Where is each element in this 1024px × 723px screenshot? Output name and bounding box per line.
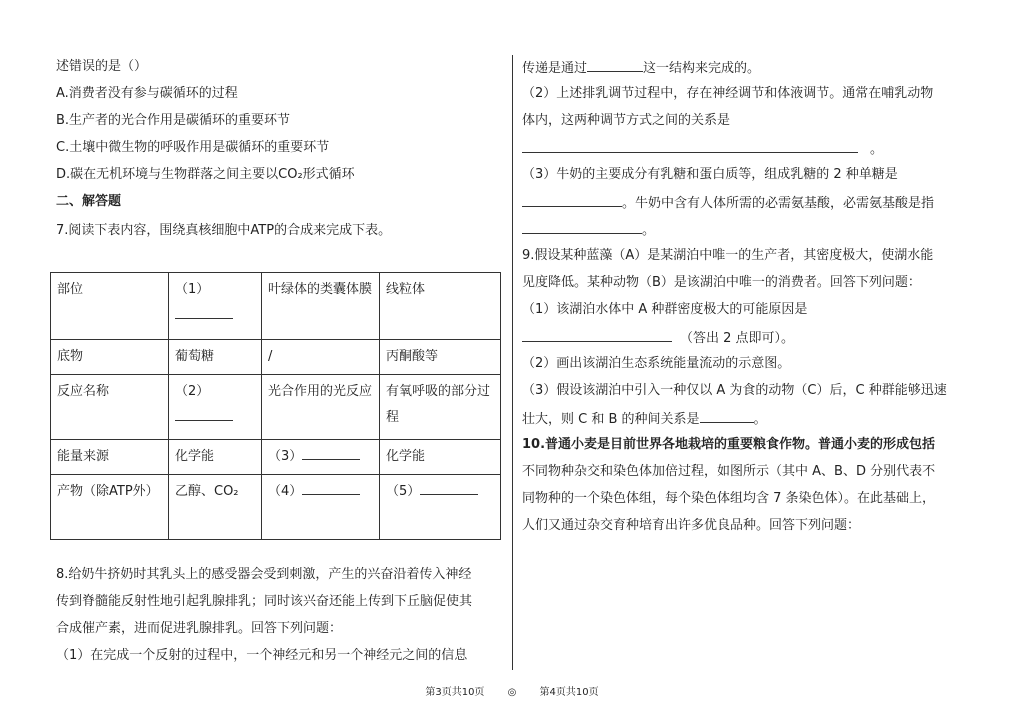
table-cell: 有氧呼吸的部分过程: [380, 375, 501, 440]
q9-line-2: 见度降低。某种动物（B）是该湖泊中唯一的消费者。回答下列问题：: [522, 275, 921, 290]
r-line-2: （2）上述排乳调节过程中，存在神经调节和体液调节。通常在哺乳动物: [522, 86, 934, 101]
r-line-5: （3）牛奶的主要成分有乳糖和蛋白质等，组成乳糖的 2 种单糖是: [522, 167, 898, 182]
q9-line-1: 9.假设某种蓝藻（A）是某湖泊中唯一的生产者，其密度极大，使湖水能: [522, 248, 934, 263]
table-cell: /: [262, 340, 380, 375]
table-cell: 乙醇、CO₂: [169, 475, 262, 540]
table-cell: 产物（除ATP外）: [51, 475, 169, 540]
table-cell: 葡萄糖: [169, 340, 262, 375]
q6-option-d: D.碳在无机环境与生物群落之间主要以CO₂形式循环: [56, 167, 355, 182]
r-line-6: 。牛奶中含有人体所需的必需氨基酸，必需氨基酸是指: [522, 193, 934, 213]
q10-line-2: 不同物种杂交和染色体加倍过程，如图所示（其中 A、B、D 分别代表不: [522, 464, 936, 479]
table-cell: 光合作用的光反应: [262, 375, 380, 440]
table-cell: 丙酮酸等: [380, 340, 501, 375]
table-cell: （4）: [262, 475, 380, 540]
q10-line-4: 人们又通过杂交育种培育出许多优良品种。回答下列问题：: [522, 518, 861, 533]
q8-line-4: （1）在完成一个反射的过程中，一个神经元和另一个神经元之间的信息: [56, 648, 468, 663]
q6-option-a: A.消费者没有参与碳循环的过程: [56, 86, 238, 101]
q9-line-7: 壮大，则 C 和 B 的种间关系是 。: [522, 409, 767, 429]
r-line-7: 。: [522, 220, 655, 240]
page-footer: [0, 683, 1024, 698]
table-row: [51, 440, 501, 475]
q9-line-5: （2）画出该湖泊生态系统能量流动的示意图。: [522, 356, 791, 371]
q9-line-3: （1）该湖泊水体中 A 种群密度极大的可能原因是: [522, 302, 808, 317]
table-cell: （5）: [380, 475, 501, 540]
footer-page-right: 第4页共10页: [539, 687, 599, 698]
table-cell: 底物: [51, 340, 169, 375]
table-cell: 化学能: [169, 440, 262, 475]
q9-line-6: （3）假设该湖泊中引入一种仅以 A 为食的动物（C）后，C 种群能够迅速: [522, 383, 947, 398]
table-cell: （3）: [262, 440, 380, 475]
atp-table: [50, 272, 501, 540]
r-line-1: 传递是通过 这一结构来完成的。: [522, 58, 760, 78]
q6-tail: 述错误的是（）: [56, 59, 148, 74]
table-cell: 部位: [51, 273, 169, 340]
q10-line-1: 10.普通小麦是目前世界各地栽培的重要粮食作物。普通小麦的形成包括: [522, 437, 936, 452]
table-cell: 反应名称: [51, 375, 169, 440]
section-title: 二、解答题: [56, 194, 122, 209]
q9-line-4: （答出 2 点即可）。: [522, 328, 794, 348]
q6-option-c: C.土壤中微生物的呼吸作用是碳循环的重要环节: [56, 140, 330, 155]
q7-prompt: 7.阅读下表内容，围绕真核细胞中ATP的合成来完成下表。: [56, 223, 392, 238]
table-cell: 能量来源: [51, 440, 169, 475]
r-line-4: 。: [522, 139, 883, 159]
column-divider: [512, 55, 513, 670]
table-cell: （2）: [169, 375, 262, 440]
table-row: [51, 475, 501, 540]
q8-line-3: 合成催产素，进而促进乳腺排乳。回答下列问题：: [56, 621, 343, 636]
q6-option-b: B.生产者的光合作用是碳循环的重要环节: [56, 113, 291, 128]
q10-line-3: 同物种的一个染色体组，每个染色体组均含 7 条染色体）。在此基础上，: [522, 491, 936, 506]
table-row: [51, 273, 501, 340]
table-cell: 线粒体: [380, 273, 501, 340]
r-line-3: 体内，这两种调节方式之间的关系是: [522, 113, 731, 128]
table-row: [51, 340, 501, 375]
q8-line-1: 8.给奶牛挤奶时其乳头上的感受器会受到刺激，产生的兴奋沿着传入神经: [56, 567, 472, 582]
table-cell: 化学能: [380, 440, 501, 475]
table-row: [51, 375, 501, 440]
footer-separator: ◎: [507, 687, 517, 698]
table-cell: 叶绿体的类囊体膜: [262, 273, 380, 340]
table-cell: （1）: [169, 273, 262, 340]
footer-page-left: 第3页共10页: [425, 687, 485, 698]
q8-line-2: 传到脊髓能反射性地引起乳腺排乳；同时该兴奋还能上传到下丘脑促使其: [56, 594, 473, 609]
